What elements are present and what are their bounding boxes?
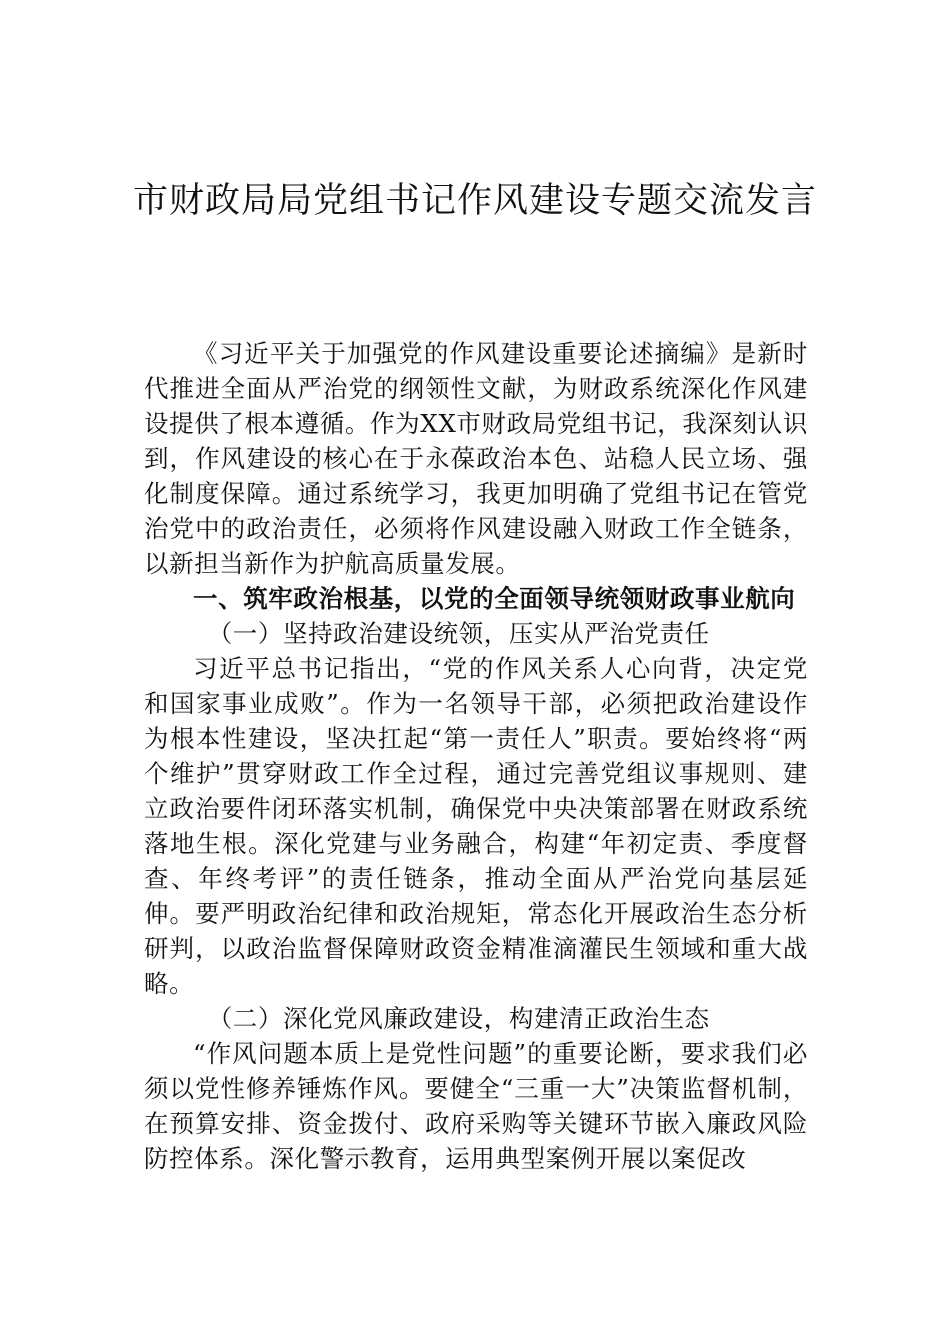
subsection-2-paragraph: “作风问题本质上是党性问题”的重要论断，要求我们必须以党性修养锤炼作风。要健全“三重一大”决策监督机制，在预算安排、资金拨付、政府采购等关键环节嵌入廉政风险防控体系。深化警示教育，运用典型案例开展以案促改: [144, 1039, 808, 1173]
section-heading-1: 一、筑牢政治根基，以党的全面领导统领财政事业航向: [193, 584, 796, 613]
document-title: 市财政局局党组书记作风建设专题交流发言: [132, 181, 817, 221]
subsection-heading-2: （二）深化党风廉政建设，构建清正政治生态: [207, 1004, 710, 1033]
intro-paragraph: 《习近平关于加强党的作风建设重要论述摘编》是新时代推进全面从严治党的纲领性文献，为财政系统深化作风建设提供了根本遵循。作为XX市财政局党组书记，我深刻认识到，作风建设的核心在于永葆政治本色、站稳人民立场、强化制度保障。通过系统学习，我更加明确了党组书记在管党治党中的政治责任，必须将作风建设融入财政工作全链条，以新担当新作为护航高质量发展。: [144, 339, 808, 578]
document-body: [144, 336, 808, 1176]
subsection-1-paragraph: 习近平总书记指出，“党的作风关系人心向背，决定党和国家事业成败”。作为一名领导干部，必须把政治建设作为根本性建设，坚决扛起“第一责任人”职责。要始终将“两个维护”贯穿财政工作全过程，通过完善党组议事规则、建立政治要件闭环落实机制，确保党中央决策部署在财政系统落地生根。深化党建与业务融合，构建“年初定责、季度督查、年终考评”的责任链条，推动全面从严治党向基层延伸。要严明政治纪律和政治规矩，常态化开展政治生态分析研判，以政治监督保障财政资金精准滴灌民生领域和重大战略。: [144, 654, 808, 998]
subsection-heading-1: （一）坚持政治建设统领，压实从严治党责任: [207, 619, 710, 648]
